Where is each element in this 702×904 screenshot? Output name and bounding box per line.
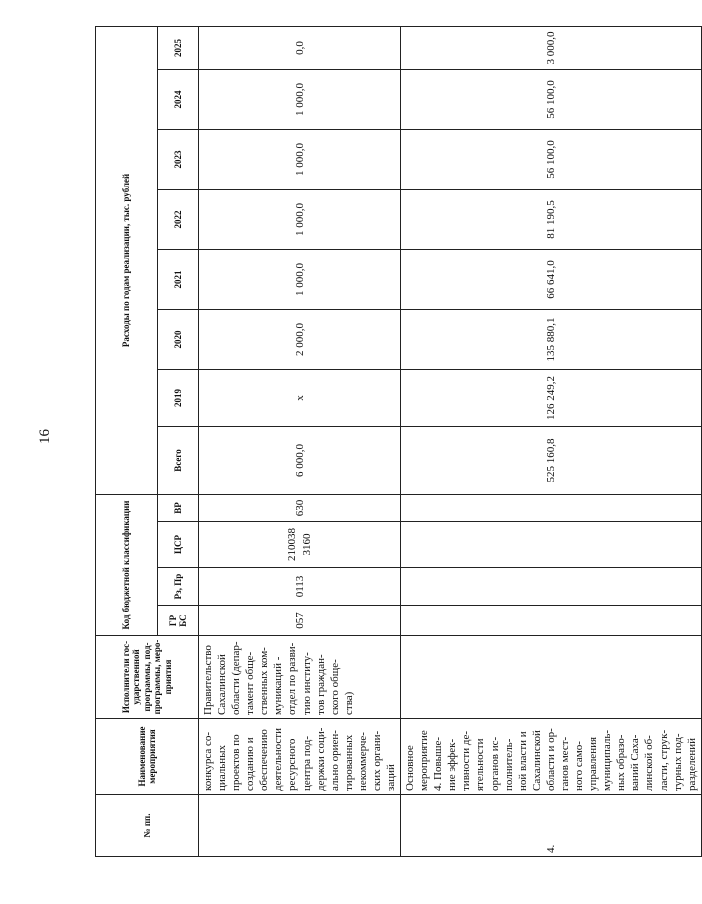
row-value-2024: 56 100,0 xyxy=(401,69,702,129)
row-executor xyxy=(401,636,702,719)
row-csr xyxy=(401,522,702,568)
header-name: Наименование мероприятия xyxy=(96,719,199,795)
row-name: Основное мероприятие 4. Повыше-ние эффек-тивности де-ятельности органов ис-полнитель-ной власти и Сахалинской области и ор-ганов мест-ного само-управления муниципаль-ных образо-ваний Саха-линской об-ласти, струк-турных под-разделений xyxy=(401,719,702,795)
row-name: конкурса со-циальных проектов по созданию и обеспечению деятельности ресурсного центра под-держки соци-ально ориен-тированных некоммерче-ских органи-заций xyxy=(199,719,401,795)
row-value-2022: 81 190,5 xyxy=(401,189,702,249)
row-vr: 630 xyxy=(199,494,401,521)
header-year-2022: 2022 xyxy=(158,189,199,249)
page-number: 16 xyxy=(37,429,53,444)
row-value-2023: 1 000,0 xyxy=(199,129,401,189)
row-value-2019: 126 249,2 xyxy=(401,369,702,426)
row-rzpr: 0113 xyxy=(199,568,401,606)
row-total: 6 000,0 xyxy=(199,426,401,494)
row-executor: Правительство Сахалинской области (депар-тамент обще-ственных ком-муникаций - отдел по разви-тию институ-тов граждан-ского обще-ства) xyxy=(199,636,401,719)
row-value-2022: 1 000,0 xyxy=(199,189,401,249)
row-num: 4. xyxy=(401,795,702,857)
row-value-2020: 135 880,1 xyxy=(401,309,702,369)
header-num: № пп. xyxy=(96,795,199,857)
header-year-2021: 2021 xyxy=(158,249,199,309)
header-year-2020: 2020 xyxy=(158,309,199,369)
header-executor: Исполнители гос-ударственной программы, под-программы, меро-приятия xyxy=(96,636,199,719)
row-rzpr xyxy=(401,568,702,606)
header-total: Всего xyxy=(158,426,199,494)
header-expenses: Расходы по годам реализации, тыс. рублей xyxy=(96,26,158,494)
row-total: 525 160,8 xyxy=(401,426,702,494)
header-grbs: ГР БС xyxy=(158,606,199,636)
header-csr: ЦСР xyxy=(158,522,199,568)
table-row xyxy=(401,26,702,856)
header-year-2025: 2025 xyxy=(158,26,199,69)
header-vr: ВР xyxy=(158,494,199,521)
row-csr: 210038 3160 xyxy=(199,522,401,568)
row-num xyxy=(199,795,401,857)
row-value-2021: 66 641,0 xyxy=(401,249,702,309)
header-rzpr: Рз, Пр xyxy=(158,568,199,606)
header-year-2023: 2023 xyxy=(158,129,199,189)
budget-table xyxy=(95,26,702,857)
row-value-2021: 1 000,0 xyxy=(199,249,401,309)
row-value-2023: 56 100,0 xyxy=(401,129,702,189)
budget-table-rotated xyxy=(95,27,698,857)
row-value-2024: 1 000,0 xyxy=(199,69,401,129)
row-value-2025: 3 000,0 xyxy=(401,26,702,69)
header-year-2024: 2024 xyxy=(158,69,199,129)
row-grbs xyxy=(401,606,702,636)
row-value-2019: х xyxy=(199,369,401,426)
row-value-2025: 0,0 xyxy=(199,26,401,69)
row-value-2020: 2 000,0 xyxy=(199,309,401,369)
row-grbs: 057 xyxy=(199,606,401,636)
header-kbk: Код бюджетной классификации xyxy=(96,494,158,635)
table-row xyxy=(199,26,401,856)
row-vr xyxy=(401,494,702,521)
header-year-2019: 2019 xyxy=(158,369,199,426)
